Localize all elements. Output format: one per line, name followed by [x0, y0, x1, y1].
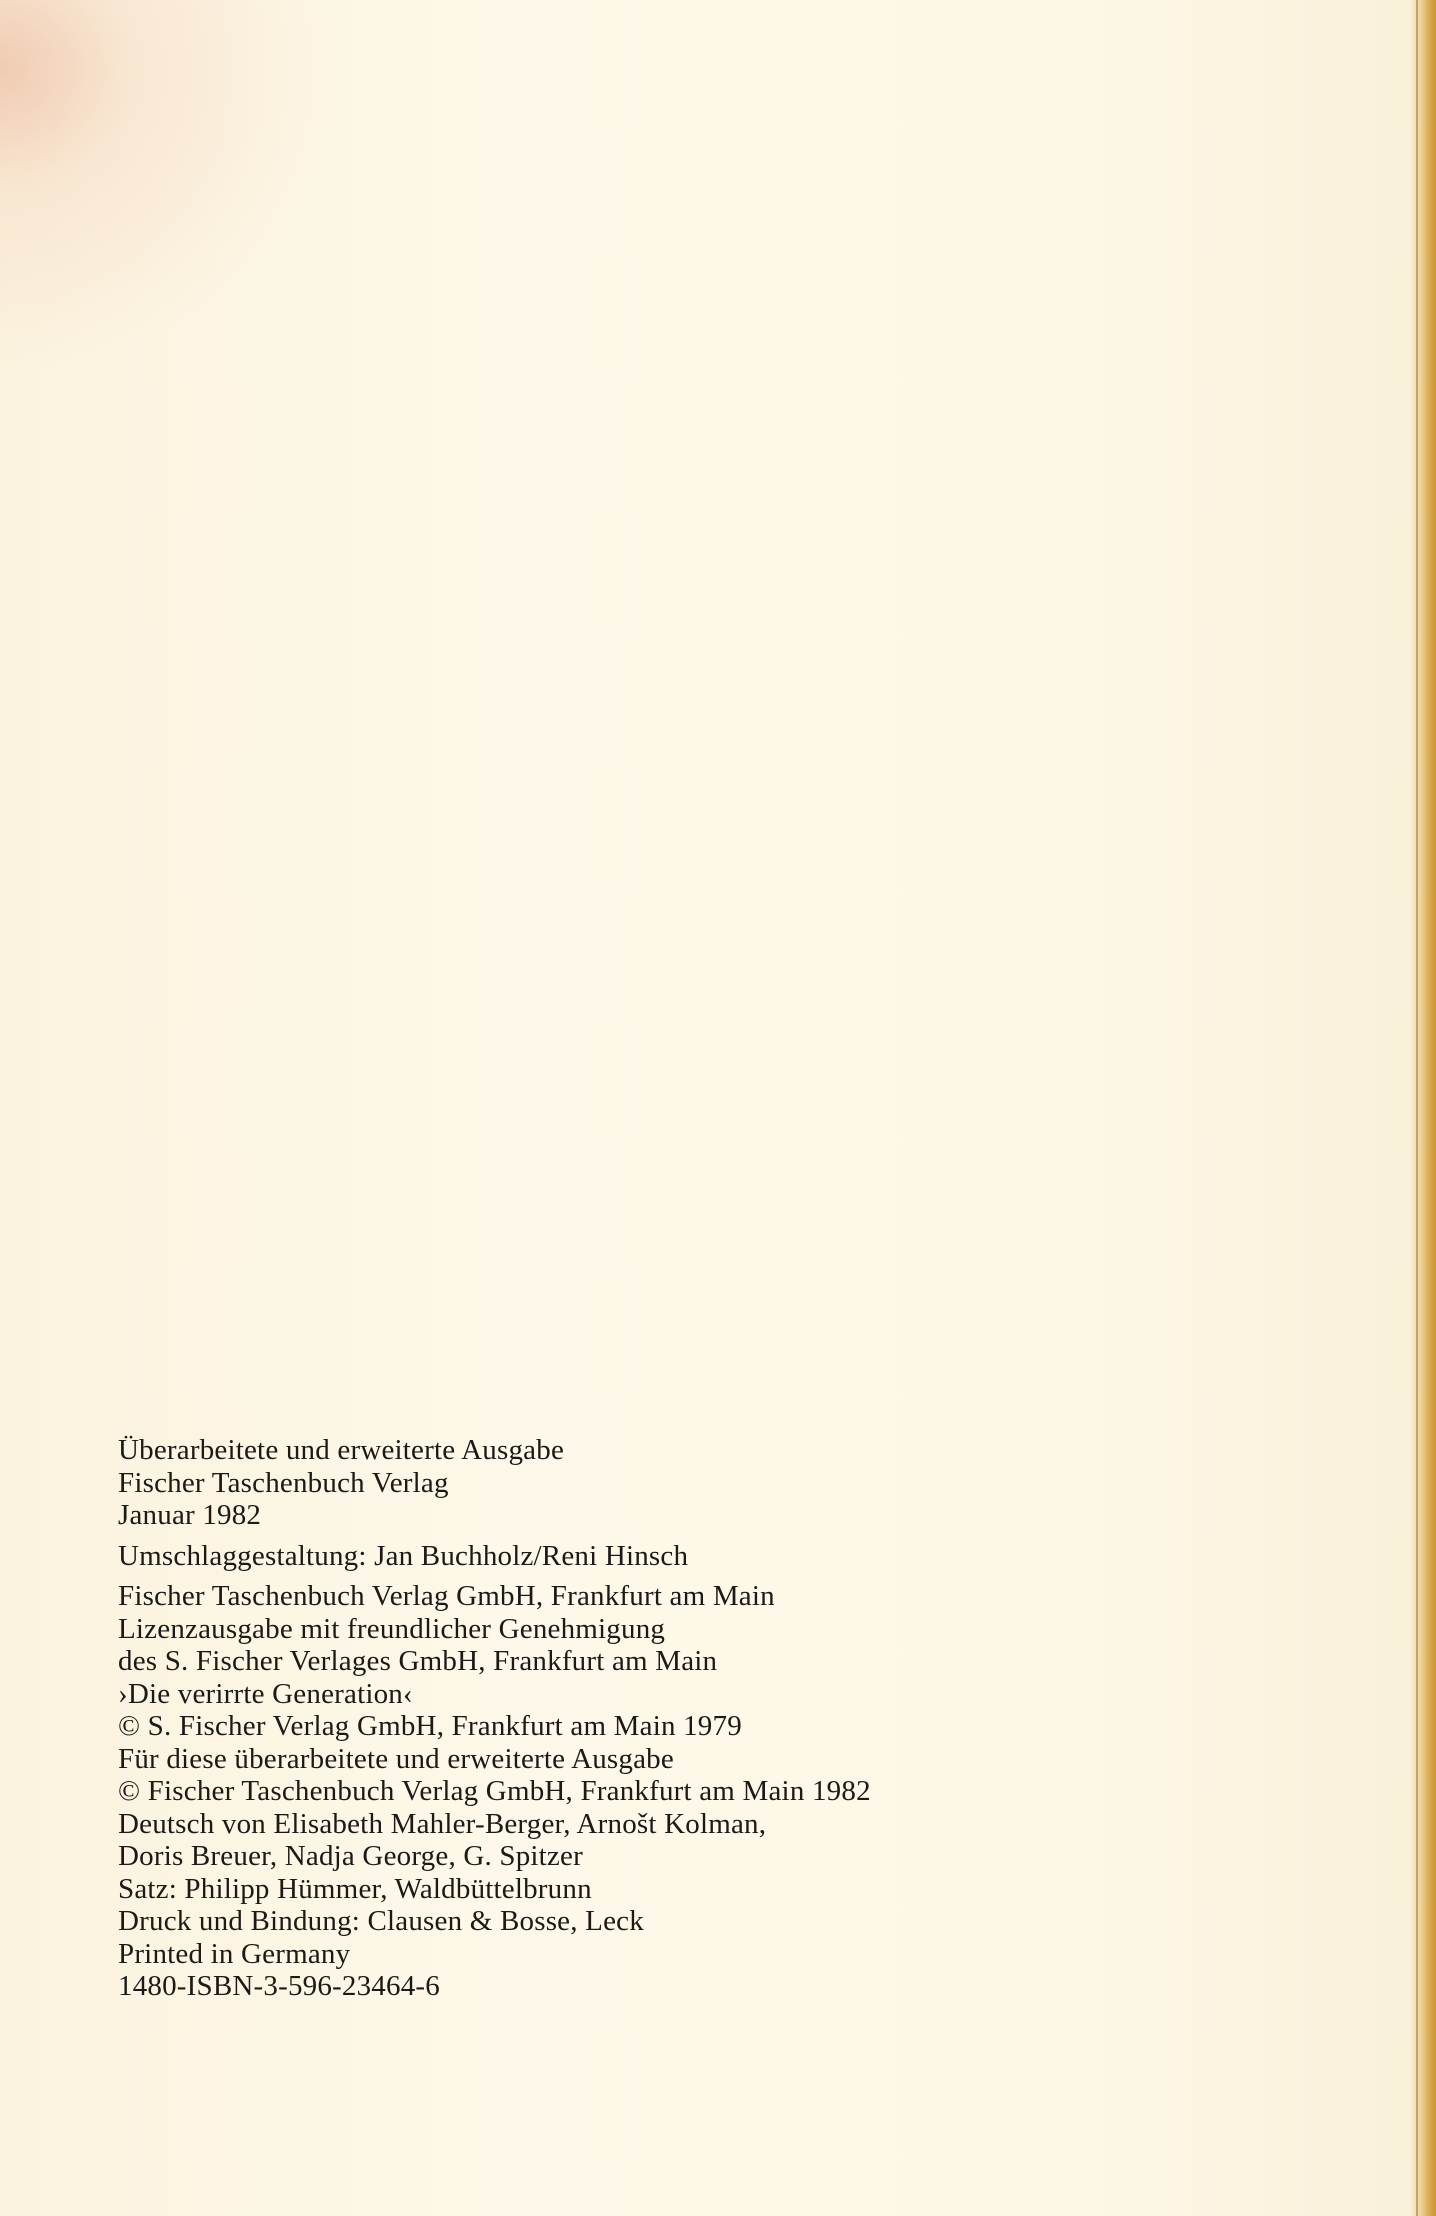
publisher-line: Fischer Taschenbuch Verlag — [118, 1466, 449, 1499]
rights-line: Für diese überarbeitete und erweiterte Ausgabe — [118, 1742, 674, 1775]
rights-line: des S. Fischer Verlages GmbH, Frankfurt am Main — [118, 1645, 718, 1677]
edition-block — [118, 1434, 1218, 1532]
copyright-line: © S. Fischer Verlag GmbH, Frankfurt am Main 1979 — [118, 1710, 742, 1742]
imprint-text — [118, 1434, 1218, 2003]
rights-line: Lizenzausgabe mit freundlicher Genehmigung — [118, 1612, 666, 1645]
original-title-line: ›Die verirrte Generation‹ — [118, 1677, 413, 1710]
isbn-line: 1480-ISBN-3-596-23464-6 — [118, 1970, 440, 2002]
rights-block — [118, 1580, 1218, 2003]
rights-line: Fischer Taschenbuch Verlag GmbH, Frankfurt am Main — [118, 1580, 775, 1612]
page-edge-line — [1416, 0, 1418, 2216]
spacer — [118, 1532, 1218, 1540]
translators-line: Doris Breuer, Nadja George, G. Spitzer — [118, 1840, 583, 1872]
copyright-line: © Fischer Taschenbuch Verlag GmbH, Frankfurt am Main 1982 — [118, 1775, 871, 1807]
date-line: Januar 1982 — [118, 1499, 262, 1531]
edition-line: Überarbeitete und erweiterte Ausgabe — [118, 1434, 565, 1466]
cover-design-line: Umschlaggestaltung: Jan Buchholz/Reni Hinsch — [118, 1539, 689, 1572]
page-edge — [1410, 0, 1436, 2216]
printing-line: Druck und Bindung: Clausen & Bosse, Leck — [118, 1905, 644, 1937]
translators-line: Deutsch von Elisabeth Mahler-Berger, Arnošt Kolman, — [118, 1807, 767, 1840]
cover-design-block — [118, 1540, 1218, 1573]
typesetting-line: Satz: Philipp Hümmer, Waldbüttelbrunn — [118, 1872, 592, 1905]
printed-in-line: Printed in Germany — [118, 1937, 351, 1970]
spacer — [118, 1572, 1218, 1580]
